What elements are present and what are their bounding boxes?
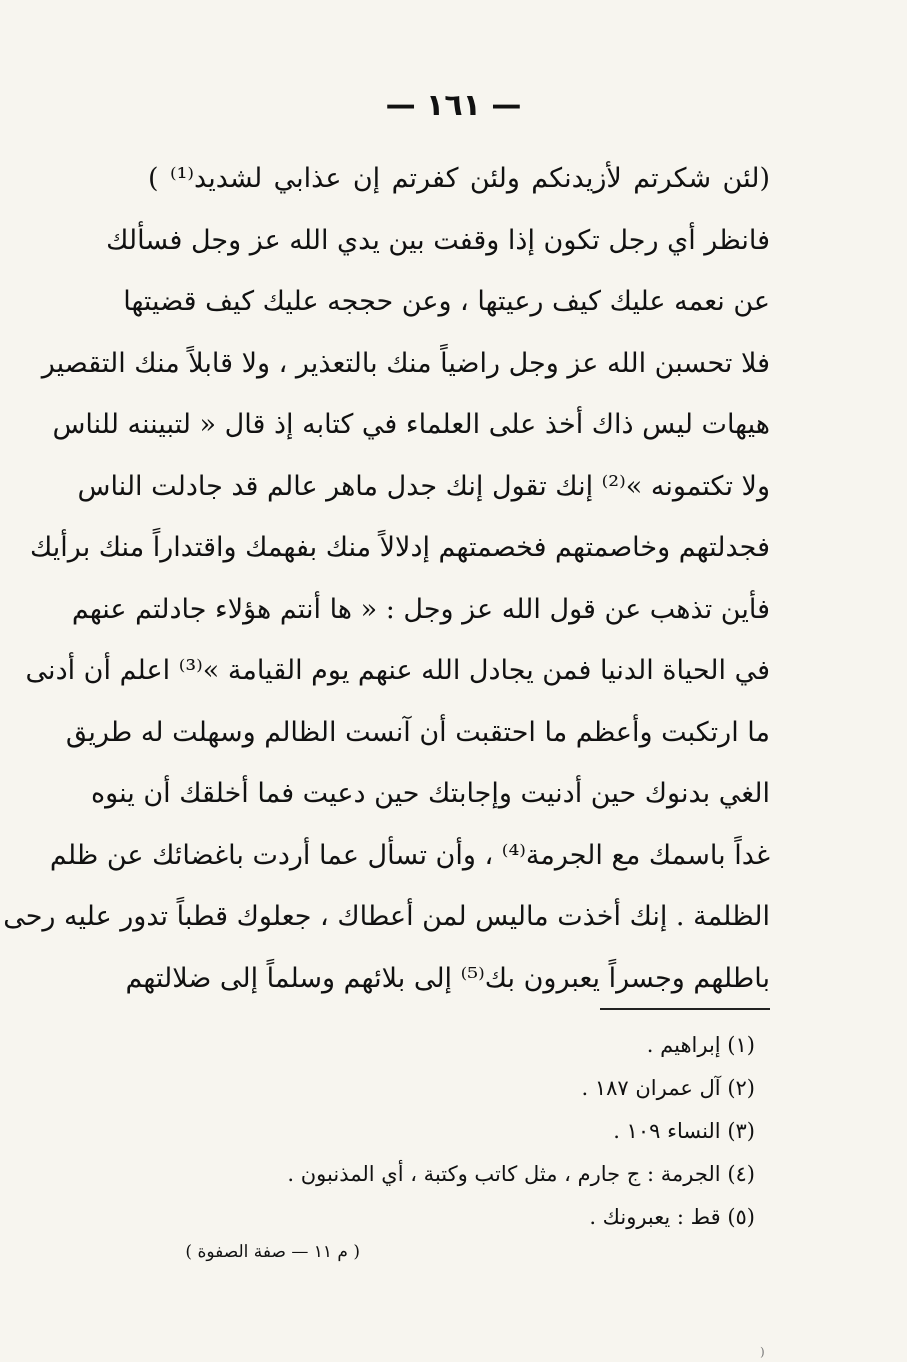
footnote: (٢) آل عمران ١٨٧ . <box>581 1076 755 1100</box>
text-line: فأين تذهب عن قول الله عز وجل : « ها أنتم هؤلاء جادلتم عنهم <box>71 593 770 625</box>
text-line: فجدلتهم وخاصمتهم فخصمتهم إدلالاً منك بفهمك واقتداراً منك برأيك <box>30 532 770 563</box>
footnote-divider <box>600 1008 770 1010</box>
text-line: فانظر أي رجل تكون إذا وقفت بين يدي الله عز وجل فسألك <box>106 224 770 256</box>
text-line: غداً باسمك مع الجرمة⁽⁴⁾ ، وأن تسأل عما أردت باغضائك عن ظلم <box>49 839 770 871</box>
text-line: ما ارتكبت وأعظم ما احتقبت أن آنست الظالم وسهلت له طريق <box>65 716 770 748</box>
body-text <box>3 148 770 1009</box>
text-line: في الحياة الدنيا فمن يجادل الله عنهم يوم القيامة »⁽³⁾ اعلم أن أدنى <box>25 655 770 686</box>
text-line: باطلهم وجسراً يعبرون بك⁽⁵⁾ إلى بلائهم وسلماً إلى ضلالتهم <box>125 962 770 994</box>
corner-mark: ) <box>760 1345 765 1359</box>
text-line: هيهات ليس ذاك أخذ على العلماء في كتابه إذ قال « لتبيننه للناس <box>52 409 770 440</box>
text-line: (لئن شكرتم لأزيدنكم ولئن كفرتم إن عذابي لشديد⁽¹⁾ ) <box>148 163 770 194</box>
footnote: (٤) الجرمة : ج جارم ، مثل كاتب وكتبة ، أي المذنبون . <box>287 1162 755 1186</box>
text-line: ولا تكتمونه »⁽²⁾ إنك تقول إنك جدل ماهر عالم قد جادلت الناس <box>77 470 770 502</box>
text-line: الغي بدنوك حين أدنيت وإجابتك حين دعيت فما أخلقك أن ينوه <box>90 778 770 809</box>
printer-signature: ( م ١١ — صفة الصفوة ) <box>185 1242 360 1262</box>
footnote: (٣) النساء ١٠٩ . <box>613 1119 755 1143</box>
footnote: (٥) قط : يعبرونك . <box>589 1205 755 1229</box>
page-number: — ١٦١ — <box>385 88 522 123</box>
footnotes <box>200 1024 755 1239</box>
text-line: الظلمة . إنك أخذت ماليس لمن أعطاك ، جعلوك قطباً تدور عليه رحى <box>3 901 770 932</box>
text-line: فلا تحسبن الله عز وجل راضياً منك بالتعذير ، ولا قابلاً منك التقصير <box>41 347 770 379</box>
text-line: عن نعمه عليك كيف رعيتها ، وعن حججه عليك كيف قضيتها <box>123 286 770 317</box>
footnote: (١) إبراهيم . <box>646 1033 755 1057</box>
